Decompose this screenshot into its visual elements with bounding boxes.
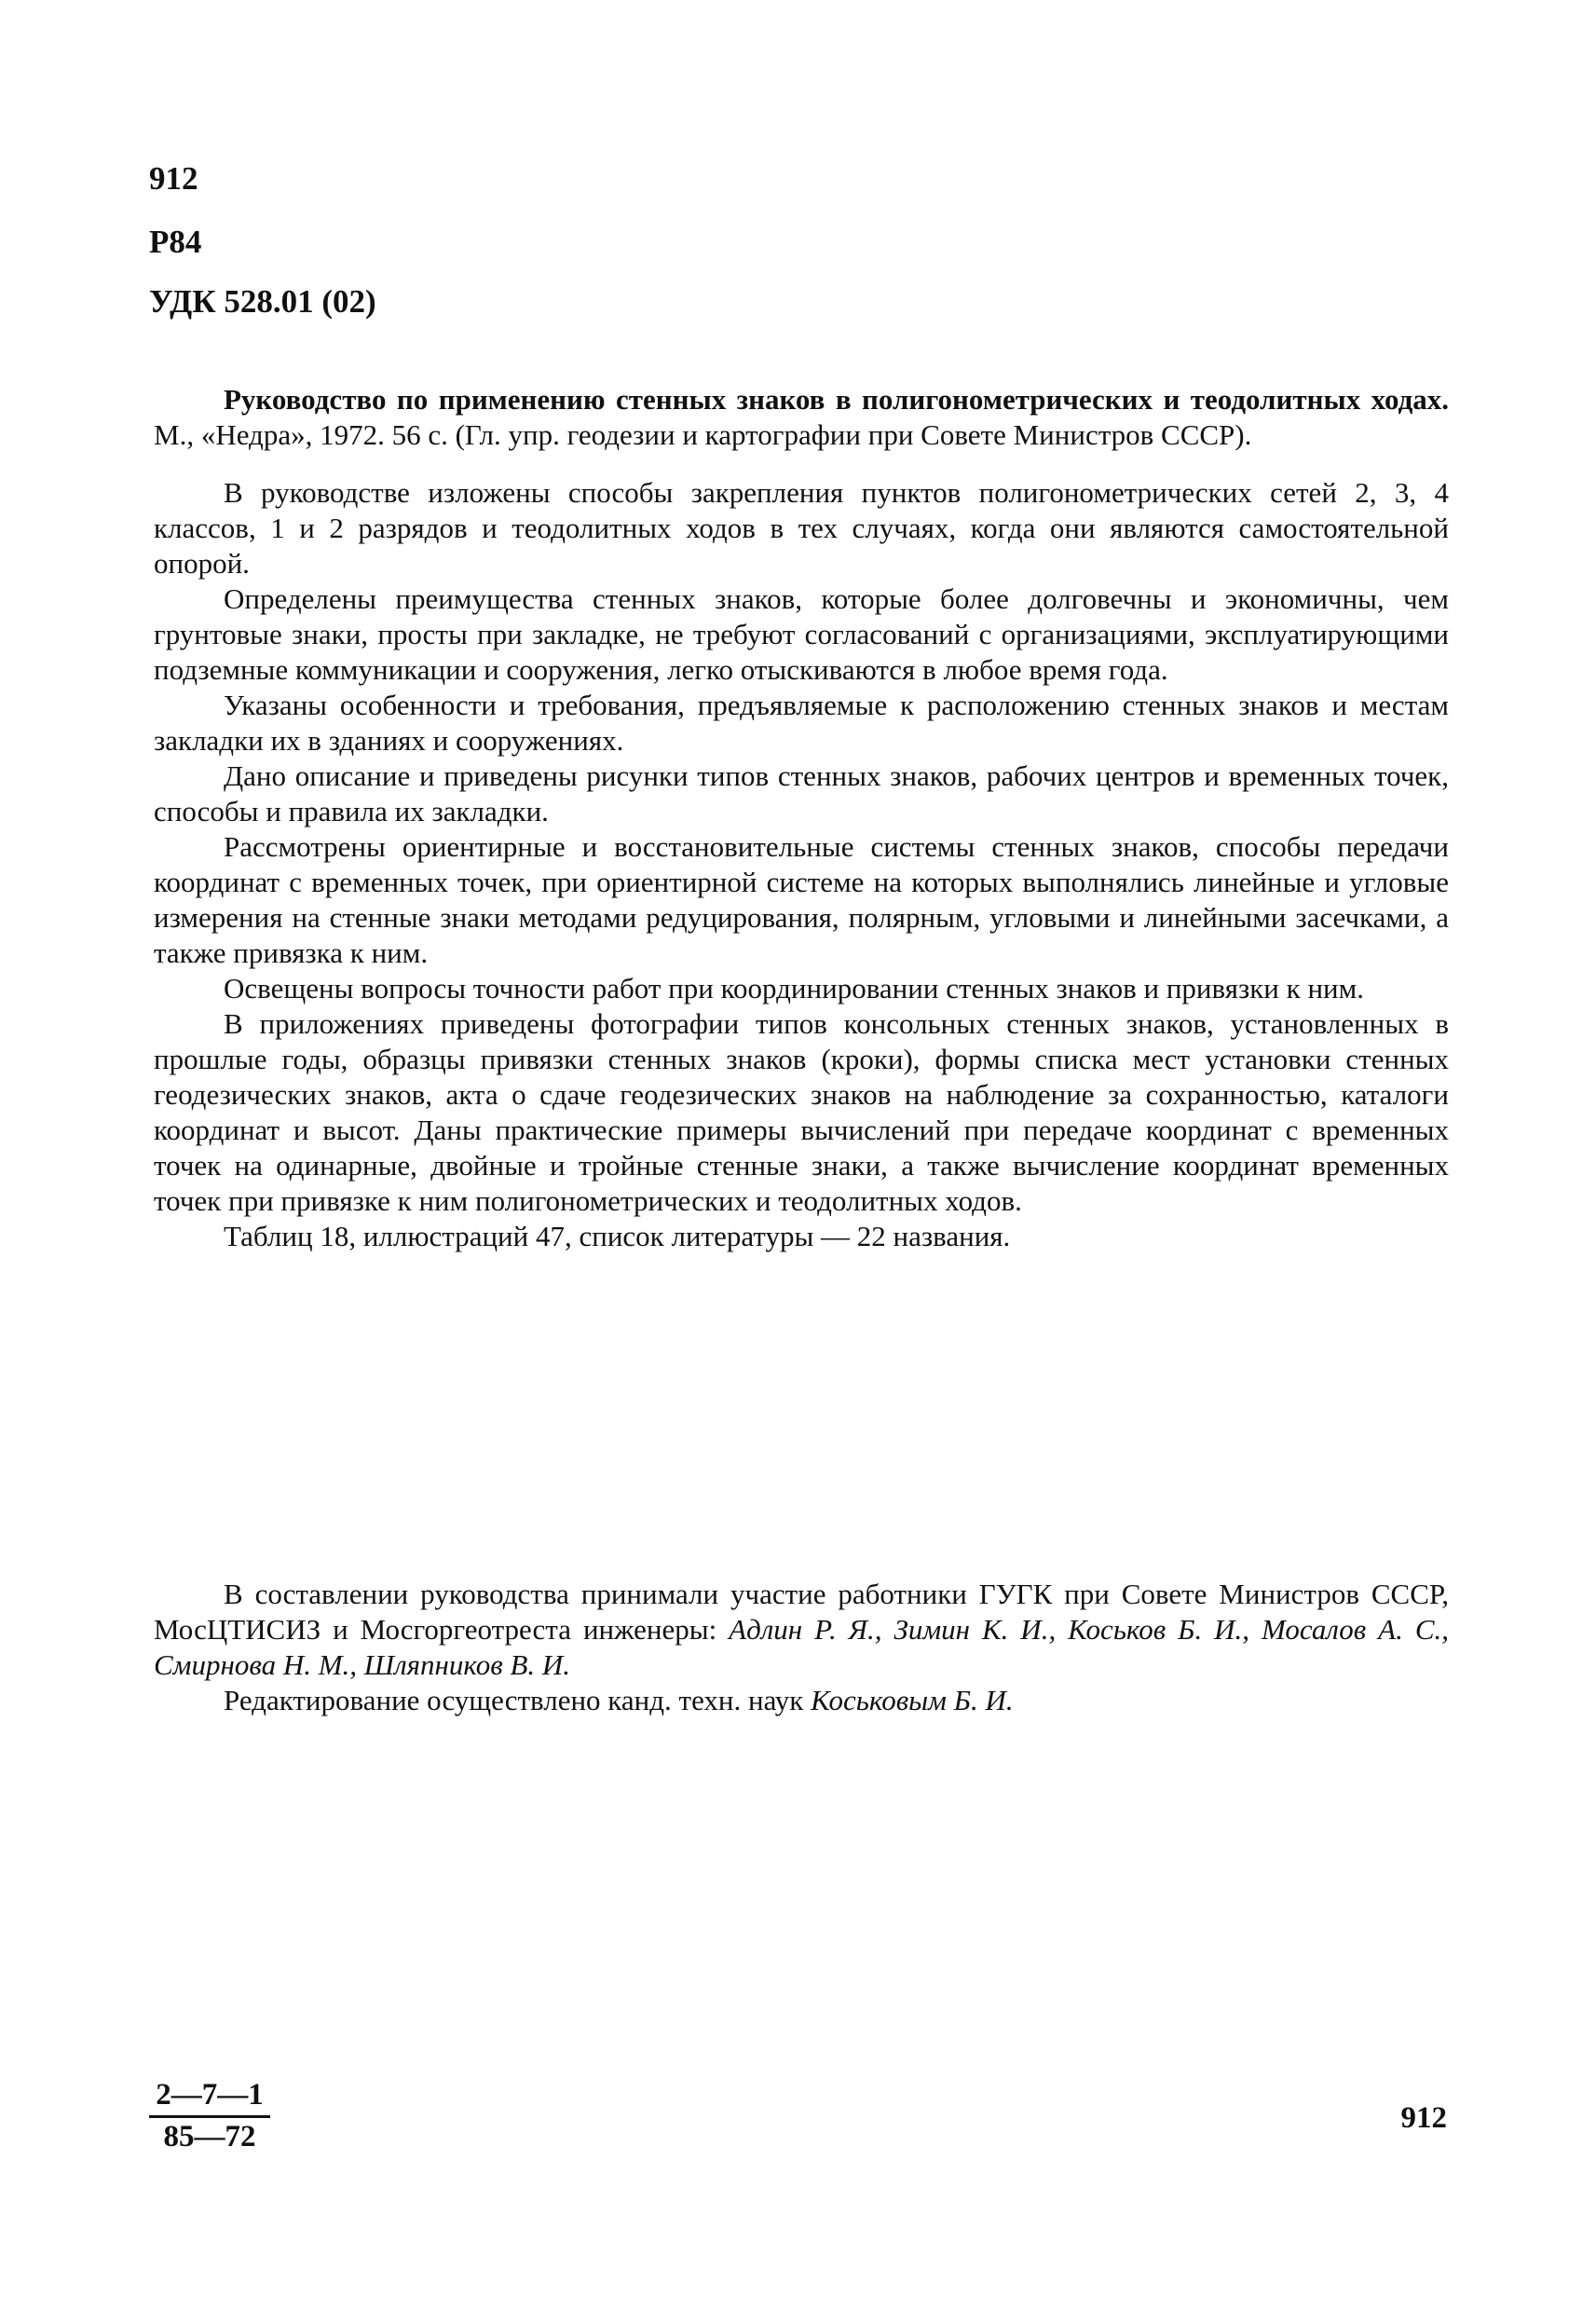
- publication-code-bottom: 85—72: [163, 2120, 256, 2153]
- editing-prefix: Редактирование осуществлено канд. техн. наук: [224, 1684, 804, 1716]
- annotation-paragraph: В руководстве изложены способы закрепления пунктов полигонометрических сетей 2, 3, 4 классов, 1 и 2 разрядов и теодолитных ходов в тех случаях, когда они являются самостоятельной опорой.: [154, 476, 1449, 580]
- bibliographic-reference: [154, 382, 1449, 453]
- annotation-paragraph: Таблиц 18, иллюстраций 47, список литературы — 22 названия.: [224, 1220, 1011, 1252]
- publication-code-top: 2—7—1: [149, 2076, 270, 2118]
- publication-code: [149, 2076, 270, 2155]
- editor-name: Коськовым Б. И.: [811, 1684, 1014, 1716]
- udk-code: УДК 528.01 (02): [149, 283, 376, 320]
- editing-paragraph: [154, 1683, 1449, 1718]
- annotation-paragraph: Дано описание и приведены рисунки типов стенных знаков, рабочих центров и временных точек, способы и правила их закладки.: [154, 759, 1449, 827]
- annotation-paragraph: Указаны особенности и требования, предъявляемые к расположению стенных знаков и местам закладки их в зданиях и сооружениях.: [154, 689, 1449, 757]
- annotation-paragraph: Определены преимущества стенных знаков, которые более долговечны и экономичны, чем грунтовые знаки, просты при закладке, не требуют согласований с организациями, эксплуатирующими подземные коммуникации и сооружения, легко отыскиваются в любое время года.: [154, 582, 1449, 686]
- annotation-paragraph: Рассмотрены ориентирные и восстановительные системы стенных знаков, способы передачи координат с временных точек, при ориентирной системе на которых выполнялись линейные и угловые измерения на стенные знаки методами редуцирования, полярным, угловыми и линейными засечками, а также привязка к ним.: [154, 830, 1449, 969]
- contributors-authors: Адлин Р. Я., Зимин К. И., Коськов Б. И., Мосалов А. С., Смирнова Н. М., Шляпников В. И.: [154, 1613, 1450, 1681]
- reference-title: Руководство по применению стенных знаков в полигонометрических и теодолитных ходах.: [224, 383, 1449, 416]
- credits: [154, 1577, 1449, 1718]
- annotation-paragraph: Освещены вопросы точности работ при координировании стенных знаков и привязки к ним.: [224, 972, 1365, 1005]
- contributors-paragraph: [154, 1577, 1449, 1683]
- reference-publication: М., «Недра», 1972. 56 с. (Гл. упр. геодезии и картографии при Совете Министров СССР).: [154, 418, 1252, 451]
- page-number: 912: [1400, 2101, 1447, 2135]
- library-code: Р84: [149, 224, 202, 260]
- contributors-intro: В составлении руководства принимали участие работники ГУГК при Совете Министров СССР, МосЦТИСИЗ и Мосгоргеотреста инженеры:: [154, 1578, 1449, 1646]
- annotation-paragraph: В приложениях приведены фотографии типов консольных стенных знаков, установленных в прошлые годы, образцы привязки стенных знаков (кроки), формы списка мест установки стенных геодезических знаков, акта о сдаче геодезических знаков на наблюдение за сохранностью, каталоги координат и высот. Даны практические примеры вычислений при передаче координат с временных точек на одинарные, двойные и тройные стенные знаки, а также вычисление координат временных точек при привязке к ним полигонометрических и теодолитных ходов.: [154, 1007, 1449, 1217]
- classification-code: 912: [149, 160, 198, 197]
- annotation: [154, 382, 1449, 1254]
